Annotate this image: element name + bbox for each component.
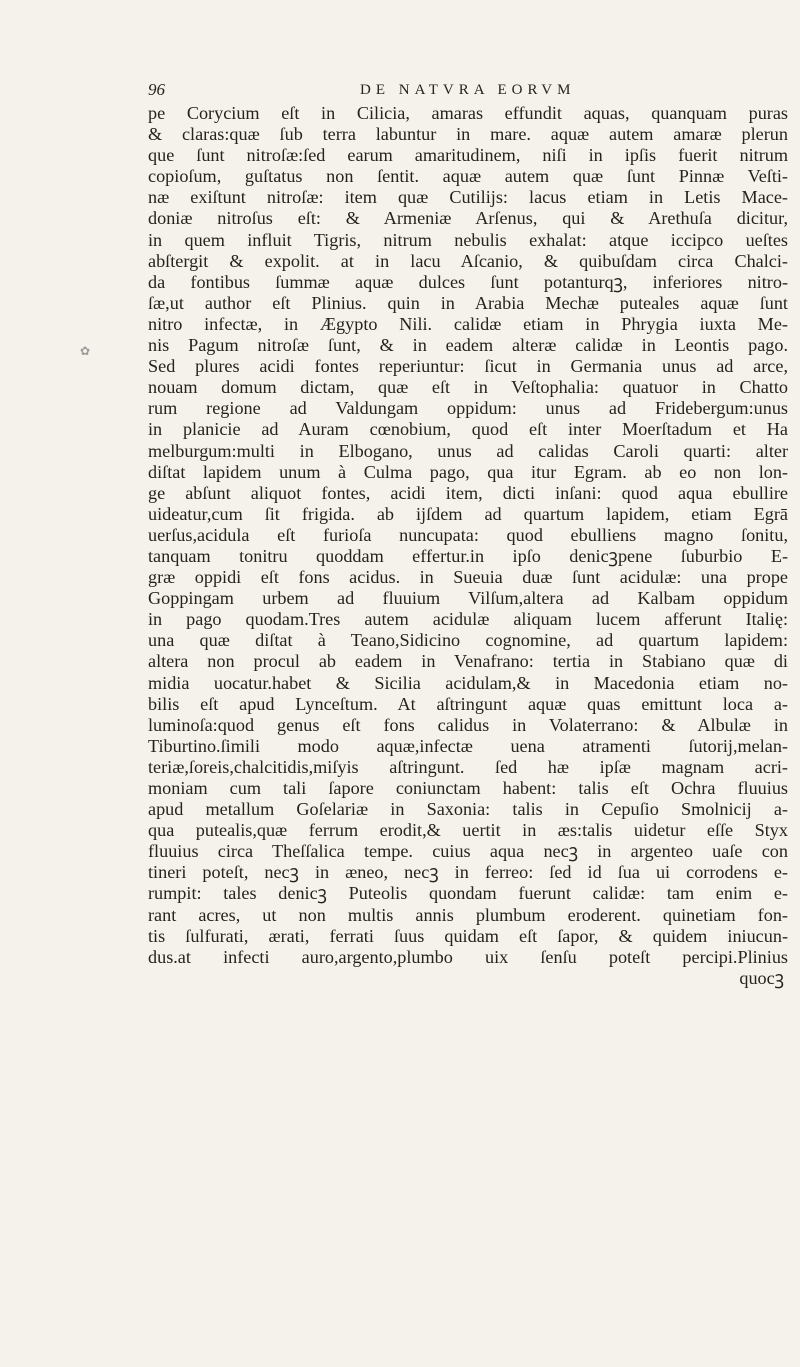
text-line: apud metallum Goſelariæ in Saxonia: talis in Cepuſio Smolnicij a‐ (148, 799, 788, 820)
text-line: tineri poteſt, necꝫ in æneo, necꝫ in ferreo: ſed id ſua ui corrodens e‐ (148, 862, 788, 883)
text-line: dus.at infecti auro,argento,plumbo uix ſenſu poteſt percipi.Plinius (148, 946, 788, 967)
running-head: DE NATVRA EORVM (360, 82, 576, 98)
text-line: tanquam tonitru quoddam effertur.in ipſo denicꝫpene ſuburbio E‐ (148, 545, 788, 566)
text-line: luminoſa:quod genus eſt fons calidus in Volaterrano: & Albulæ in (148, 714, 788, 735)
text-line: qua putealis,quæ ferrum erodit,& uertit in æs:talis uidetur eſſe Styx (148, 820, 788, 841)
text-line: in quem influit Tigris, nitrum nebulis exhalat: atque icciрco ueſtes (148, 229, 788, 250)
text-line: tis ſulfurati, ærati, ferrati ſuus quidam eſt ſapor, & quidem iniucun‐ (148, 925, 788, 946)
text-line: in planicie ad Auram cœnobium, quod eſt inter Moerſtadum et Ha (148, 419, 788, 440)
text-line: ge abſunt aliquot fontes, acidi item, dicti inſani: quod aqua ebullire (148, 482, 788, 503)
text-line: græ oppidi eſt fons acidus. in Sueuia duæ ſunt acidulæ: una prope (148, 567, 788, 588)
text-line: Goppingam urbem ad fluuium Vilſum,altera ad Kalbam oppidum (148, 588, 788, 609)
text-line: abſtergit & expolit. at in lacu Aſcanio, & quibuſdam circa Chalci‐ (148, 250, 788, 271)
page-header (148, 80, 788, 104)
text-line: ſæ,ut author eſt Plinius. quin in Arabia Mechæ puteales aquæ ſunt (148, 292, 788, 313)
catchword: quocꝫ (739, 967, 784, 988)
text-line: nis Pagum nitroſæ ſunt, & in eadem alteræ calidæ in Leontis pago. (148, 335, 788, 356)
text-line: bilis eſt apud Lynceſtum. At aſtringunt aquæ quas emittunt loca a‐ (148, 693, 788, 714)
text-line: rant acres, ut non multis annis plumbum eroderent. quinetiam fon‐ (148, 904, 788, 925)
text-line: nouam domum dictam, quæ eſt in Veſtophalia: quatuor in Chatto (148, 377, 788, 398)
text-line: que ſunt nitroſæ:ſed earum amaritudinem, niſi in ipſis fuerit nitrum (148, 145, 788, 166)
text-line: Tiburtino.ſimili modo aquæ,infectæ uena atramenti ſutorij,melan‐ (148, 735, 788, 756)
text-line: næ exiſtunt nitroſæ: item quæ Cutilijs: lacus etiam in Letis Mace‐ (148, 187, 788, 208)
text-line: altera non procul ab eadem in Venafrano: tertia in Stabiano quæ di (148, 651, 788, 672)
text-line: copioſum, guſtatus non ſentit. aquæ autem quæ ſunt Pinnæ Veſti‐ (148, 166, 788, 187)
text-line: Sed plures acidi fontes reperiuntur: ſicut in Germania unus ad arce, (148, 356, 788, 377)
text-line: nitro infectæ, in Ægypto Nili. calidæ etiam in Phrygia iuxta Me‐ (148, 313, 788, 334)
text-line: midia uocatur.habet & Sicilia acidulam,& in Macedonia etiam no‐ (148, 672, 788, 693)
text-line: rum regione ad Valdungam oppidum: unus ad Fridebergum:unus (148, 398, 788, 419)
text-line: uideatur,cum ſit frigida. ab ijſdem ad quartum lapidem, etiam Egrā (148, 503, 788, 524)
text-line: una quæ diſtat à Teano,Sidicino cognomine, ad quartum lapidem: (148, 630, 788, 651)
text-line: diſtat lapidem unum à Culma pago, qua itur Egram. ab eo non lon‐ (148, 461, 788, 482)
text-line: in pago quodam.Tres autem acidulæ aliquam lucem afferunt Italię: (148, 609, 788, 630)
margin-ornament-icon: ✿ (80, 344, 91, 358)
text-line: fluuius circa Theſſalica tempe. cuius aqua necꝫ in argenteo uaſe con (148, 841, 788, 862)
text-line: melburgum:multi in Elbogano, unus ad calidas Caroli quarti: alter (148, 440, 788, 461)
text-line: teriæ,ſoreis,chalcitidis,miſyis aſtringunt. ſed hæ ipſæ magnam acri‐ (148, 756, 788, 777)
text-line: moniam cum tali ſapore coniunctam habent: talis eſt Ochra fluuius (148, 778, 788, 798)
text-line: rumpit: tales denicꝫ Puteolis quondam fuerunt calidæ: tam enim e‐ (148, 883, 788, 904)
text-line: da fontibus ſummæ aquæ dulces ſunt potanturqꝫ, inferiores nitro‐ (148, 271, 788, 292)
text-line: doniæ nitroſus eſt: & Armeniæ Arſenus, qui & Arethuſa dicitur, (148, 208, 788, 229)
page-number: 96 (148, 80, 165, 99)
text-line: uerſus,acidula eſt furioſa nuncupata: quod ebulliens magno ſonitu, (148, 524, 788, 545)
text-line: & claras:quæ ſub terra labuntur in mare. aquæ autem amaræ plerun (148, 124, 788, 145)
body-text (148, 103, 788, 989)
text-line: pe Corycium eſt in Cilicia, amaras effundit aquas, quanquam puras (148, 103, 788, 123)
